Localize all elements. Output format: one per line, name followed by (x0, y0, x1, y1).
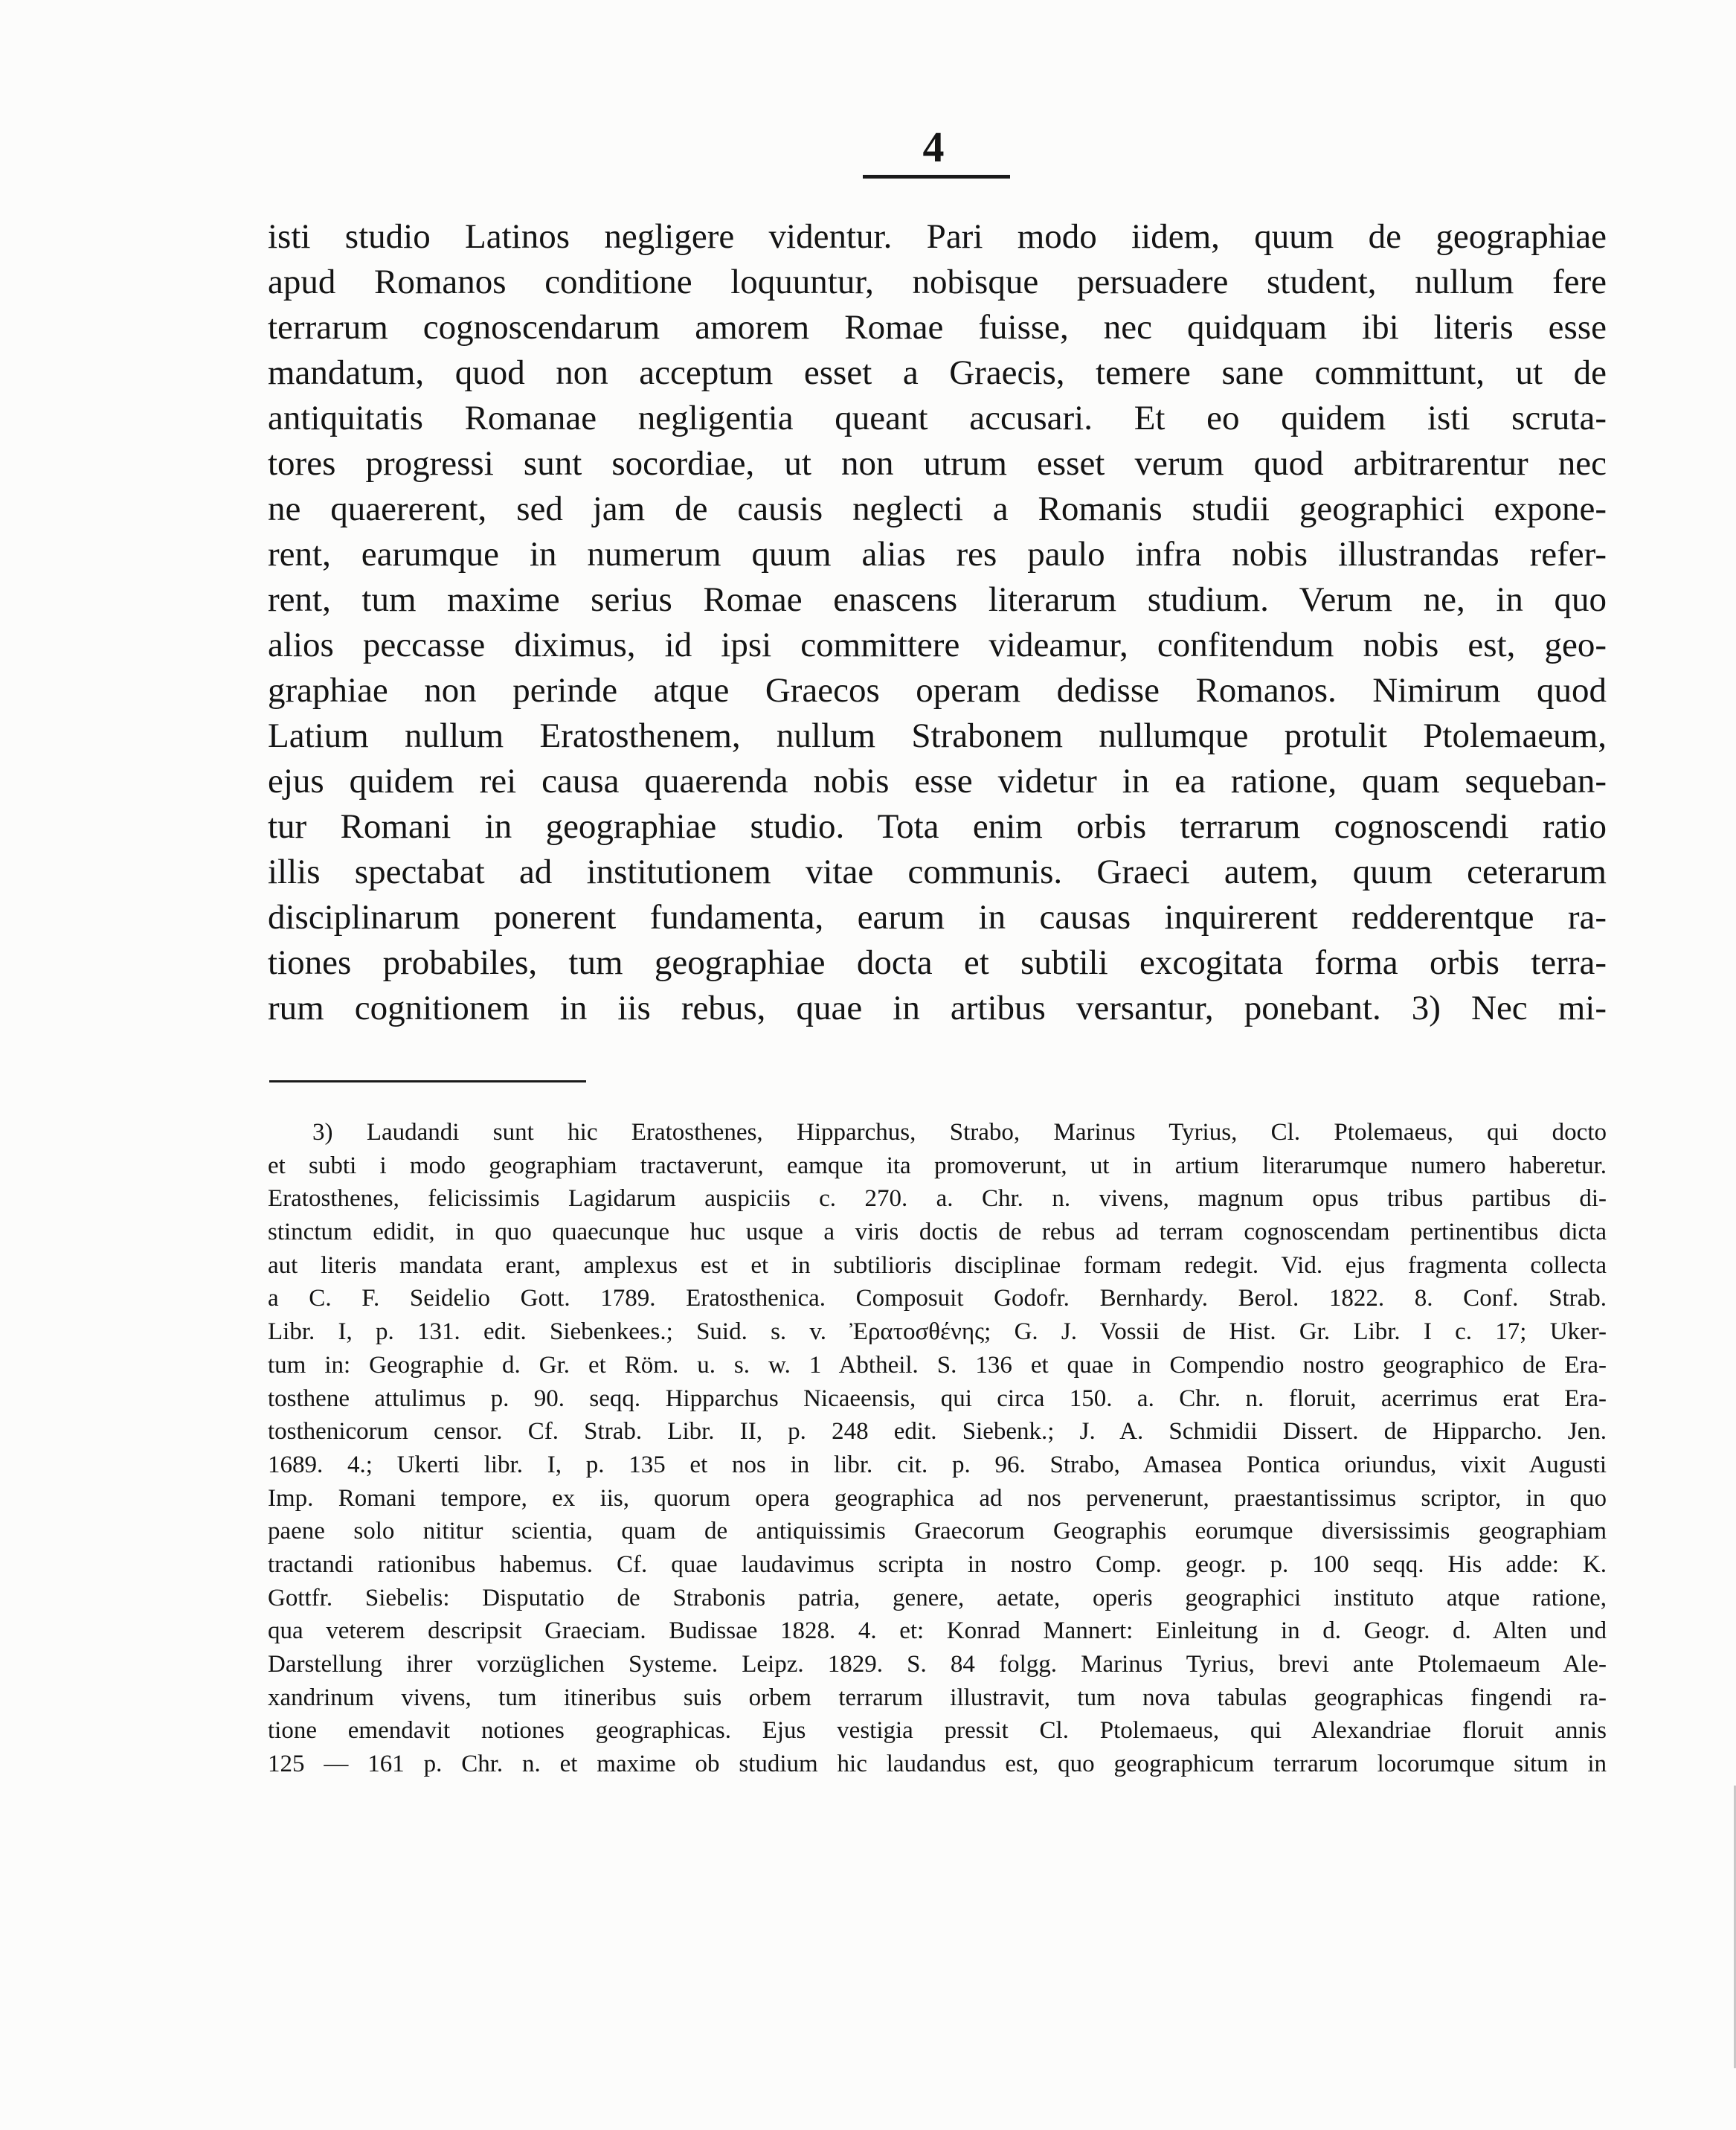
text-line: antiquitatis Romanae negligentia queant accusari. Et eo quidem isti scruta- (268, 399, 1607, 437)
footnote-line: 1689. 4.; Ukerti libr. I, p. 135 et nos in libr. cit. p. 96. Strabo, Amasea Pontica oriundus, vixit Augusti (268, 1451, 1607, 1478)
text-line: isti studio Latinos negligere videntur. Pari modo iidem, quum de geographiae (268, 217, 1607, 256)
text-line: tur Romani in geographiae studio. Tota enim orbis terrarum cognoscendi ratio (268, 807, 1607, 846)
text-line: rent, tum maxime serius Romae enascens literarum studium. Verum ne, in quo (268, 580, 1607, 619)
footnote-line: Imp. Romani tempore, ex iis, quorum opera geographica ad nos pervenerunt, praestantissimus scriptor, in quo (268, 1484, 1607, 1512)
footnote-line: aut literis mandata erant, amplexus est et in subtilioris disciplinae formam redegit. Vid. ejus fragmenta collecta (268, 1251, 1607, 1279)
text-line: graphiae non perinde atque Graecos operam dedisse Romanos. Nimirum quod (268, 671, 1607, 710)
footnote-rule (269, 1080, 586, 1082)
footnote-line: a C. F. Seidelio Gott. 1789. Eratosthenica. Composuit Godofr. Bernhardy. Berol. 1822. 8. Conf. Strab. (268, 1285, 1607, 1312)
footnote-line: 3) Laudandi sunt hic Eratosthenes, Hipparchus, Strabo, Marinus Tyrius, Cl. Ptolemaeus, qui docto (312, 1119, 1607, 1146)
footnote-line: tractandi rationibus habemus. Cf. quae laudavimus scripta in nostro Comp. geogr. p. 100 seqq. His adde: K. (268, 1550, 1607, 1578)
footnote-line: tum in: Geographie d. Gr. et Röm. u. s. w. 1 Abtheil. S. 136 et quae in Compendio nostro geographico de Era- (268, 1351, 1607, 1379)
footnote-line: Darstellung ihrer vorzüglichen Systeme. Leipz. 1829. S. 84 folgg. Marinus Tyrius, brevi ante Ptolemaeum Ale- (268, 1651, 1607, 1678)
text-line: tores progressi sunt socordiae, ut non utrum esset verum quod arbitrarentur nec (268, 444, 1607, 483)
text-line: tiones probabiles, tum geographiae docta et subtili excogitata forma orbis terra- (268, 943, 1607, 982)
footnote-line: tosthene attulimus p. 90. seqq. Hipparchus Nicaeensis, qui circa 150. a. Chr. n. floruit, acerrimus erat Era- (268, 1385, 1607, 1412)
text-line: rent, earumque in numerum quum alias res paulo infra nobis illustrandas refer- (268, 535, 1607, 574)
footnote-line: tione emendavit notiones geographicas. Ejus vestigia pressit Cl. Ptolemaeus, qui Alexandriae floruit annis (268, 1717, 1607, 1745)
text-line: rum cognitionem in iis rebus, quae in artibus versantur, ponebant. 3) Nec mi- (268, 989, 1607, 1027)
footnote-line: 125 — 161 p. Chr. n. et maxime ob studium hic laudandus est, quo geographicum terrarum locorumque situm in (268, 1751, 1607, 1778)
header-rule (863, 175, 1010, 179)
text-line: ne quaererent, sed jam de causis neglecti a Romanis studii geographici expone- (268, 490, 1607, 528)
footnote-line: Gottfr. Siebelis: Disputatio de Strabonis patria, genere, aetate, operis geographici instituto atque ratione, (268, 1584, 1607, 1611)
page-number: 4 (922, 123, 945, 171)
footnote-line: xandrinum vivens, tum itineribus suis orbem terrarum illustravit, tum nova tabulas geographicas fingendi ra- (268, 1684, 1607, 1711)
text-line: alios peccasse diximus, id ipsi committere videamur, confitendum nobis est, geo- (268, 626, 1607, 664)
footnote-line: qua veterem descripsit Graeciam. Budissae 1828. 4. et: Konrad Mannert: Einleitung in d. Geogr. d. Alten und (268, 1617, 1607, 1645)
text-line: disciplinarum ponerent fundamenta, earum in causas inquirerent redderentque ra- (268, 898, 1607, 937)
text-line: apud Romanos conditione loquuntur, nobisque persuadere student, nullum fere (268, 263, 1607, 301)
main-text (268, 214, 1607, 1031)
footnote-line: paene solo nititur scientia, quam de antiquissimis Graecorum Geographis eorumque diversissimis geographiam (268, 1518, 1607, 1545)
text-line: Latium nullum Eratosthenem, nullum Strabonem nullumque protulit Ptolemaeum, (268, 716, 1607, 755)
text-line: terrarum cognoscendarum amorem Romae fuisse, nec quidquam ibi literis esse (268, 308, 1607, 347)
footnote-line: stinctum edidit, in quo quaecunque huc usque a viris doctis de rebus ad terram cognoscendam pertinentibus dicta (268, 1219, 1607, 1246)
text-line: mandatum, quod non acceptum esset a Graecis, temere sane committunt, ut de (268, 353, 1607, 392)
footnote-line: tosthenicorum censor. Cf. Strab. Libr. II, p. 248 edit. Siebenk.; J. A. Schmidii Dissert. de Hipparcho. Jen. (268, 1418, 1607, 1446)
footnote-line: Libr. I, p. 131. edit. Siebenkees.; Suid. s. v. Ἐρατοσθένης; G. J. Vossii de Hist. Gr. Libr. I c. 17; Uker- (268, 1318, 1607, 1346)
text-line: ejus quidem rei causa quaerenda nobis esse videtur in ea ratione, quam sequeban- (268, 762, 1607, 801)
text-line: illis spectabat ad institutionem vitae communis. Graeci autem, quum ceterarum (268, 853, 1607, 891)
footnote-line: Eratosthenes, felicissimis Lagidarum auspiciis c. 270. a. Chr. n. vivens, magnum opus tribus partibus di- (268, 1185, 1607, 1213)
footnote-line: et subti i modo geographiam tractaverunt, eamque ita promoverunt, ut in artium literarumque numero haberetur. (268, 1152, 1607, 1179)
footnotes (268, 1116, 1607, 1781)
